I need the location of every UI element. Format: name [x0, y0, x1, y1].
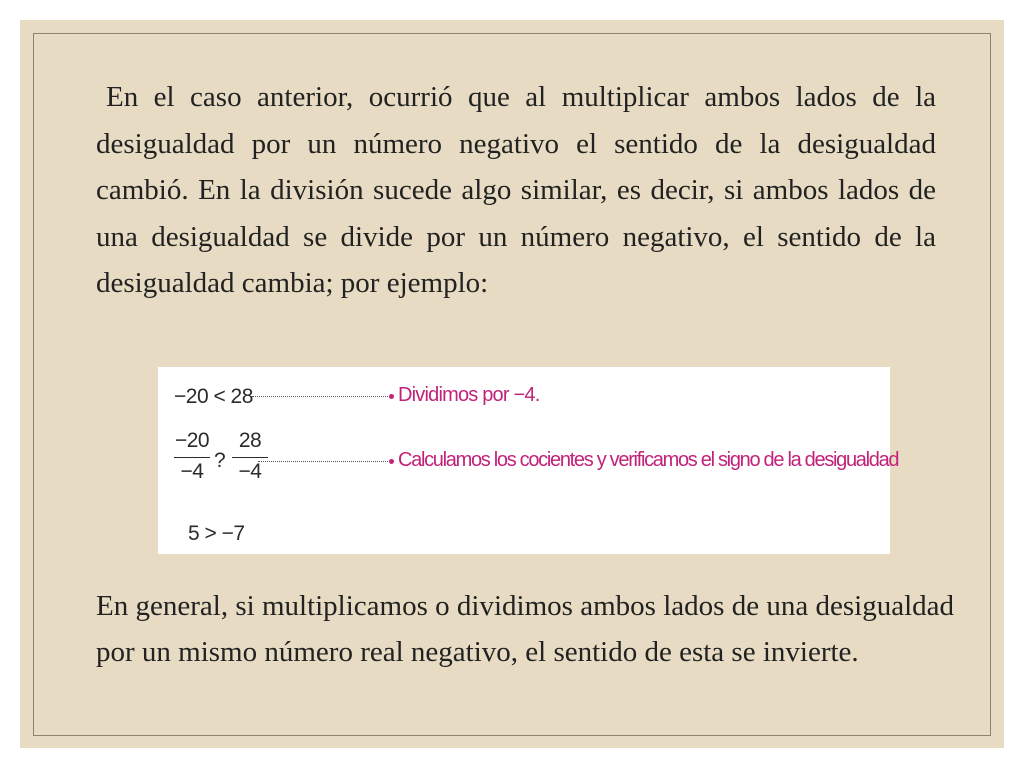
example-step-inequality: −20 < 28 — [174, 385, 253, 408]
fraction-left-denominator: −4 — [180, 460, 204, 483]
intro-paragraph: En el caso anterior, ocurrió que al multiplicar ambos lados de la desigualdad por un número negativo el sentido de la desigualdad cambió. En la división sucede algo similar, es decir, si ambos lados de una desigualdad se divide por un número negativo, el sentido de la desigualdad cambia; por ejemplo: — [96, 81, 936, 299]
fraction-right-numerator: 28 — [238, 429, 262, 452]
example-step-result: 5 > −7 — [188, 522, 245, 545]
example-note-compute: Calculamos los cocientes y verificamos el signo de la desigualdad — [398, 449, 899, 471]
dotted-leader-line — [258, 461, 388, 462]
example-note-divide: Dividimos por −4. — [398, 384, 540, 406]
bullet-icon — [389, 459, 394, 464]
example-image — [158, 367, 899, 554]
bullet-icon — [389, 394, 394, 399]
dotted-leader-line — [252, 396, 388, 397]
relation-symbol: ? — [214, 449, 226, 472]
conclusion-paragraph: En general, si multiplicamos o dividimos ambos lados de una desigualdad por un mismo número real negativo, el sentido de esta se invierte. — [96, 590, 954, 668]
fraction-right — [230, 427, 270, 486]
fraction-right-denominator: −4 — [238, 460, 262, 483]
fraction-left-numerator: −20 — [174, 429, 210, 452]
fraction-left — [172, 427, 212, 486]
